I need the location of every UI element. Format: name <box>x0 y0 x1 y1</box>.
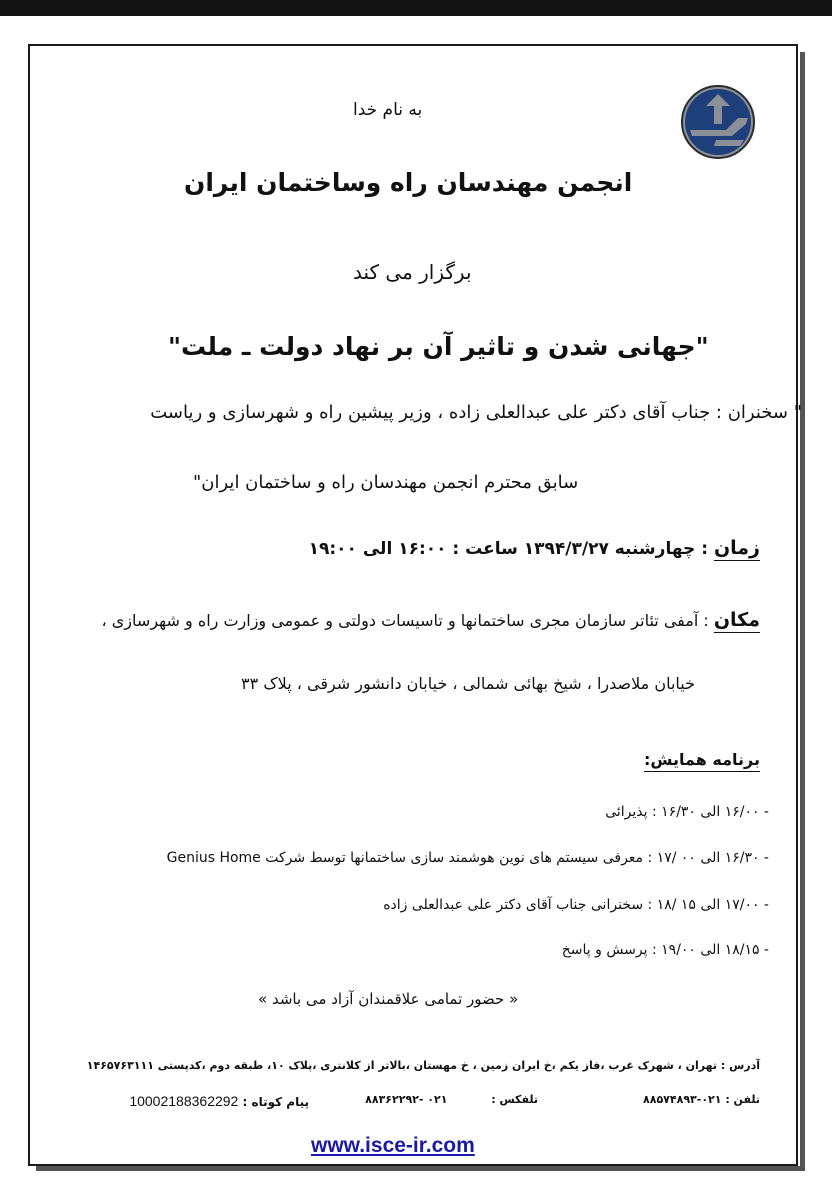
speaker-line-1: " سخنران : جناب آقای دکتر علی عبدالعلی زاده ، وزیر پیشین راه و شهرسازی و ریاست <box>150 402 802 423</box>
footer-sms <box>129 1093 309 1109</box>
program-item: - ۱۷/۰۰ الی ۱۵ /۱۸ : سخنرانی جناب آقای دکتر علی عبدالعلی زاده <box>383 897 769 913</box>
time-label: زمان <box>713 537 760 559</box>
program-item: - ۱۸/۱۵ الی ۱۹/۰۰ : پرسش و پاسخ <box>561 942 769 958</box>
phone-value: ۰۲۱-۸۸۵۷۴۸۹۳ <box>643 1093 722 1106</box>
place-line-2: خیابان ملاصدرا ، شیخ بهائی شمالی ، خیابان دانشور شرقی ، پلاک ۳۳ <box>241 674 695 693</box>
top-bar <box>0 0 832 16</box>
frame-shadow-right <box>800 52 805 1170</box>
footer-phone <box>643 1093 760 1106</box>
place-line-1: : آمفی تئاتر سازمان مجری ساختمانها و تاسیسات دولتی و عمومی وزارت راه و شهرسازی ، <box>101 611 709 630</box>
program-item: - ۱۶/۰۰ الی ۱۶/۳۰ : پذیرائی <box>605 804 769 820</box>
speaker-line-2: سابق محترم انجمن مهندسان راه و ساختمان ایران" <box>193 472 579 493</box>
fax-value: ۰۲۱ -۸۸۳۶۲۲۹۲ <box>365 1093 448 1106</box>
phone-label: تلفن : <box>725 1093 760 1106</box>
holds-text: برگزار می کند <box>353 260 472 284</box>
fax-label: تلفکس : <box>491 1093 538 1106</box>
program-item: - ۱۶/۳۰ الی ۰۰ /۱۷ : معرفی سیستم های نوین هوشمند سازی ساختمانها توسط شرکت Genius Home <box>166 850 769 866</box>
footer-address: آدرس : تهران ، شهرک غرب ،فاز یکم ،خ ایران زمین ، خ مهستان ،بالاتر از کلانتری ،پلاک ۱۰، طبقه دوم ،کدپستی ۱۴۶۵۷۶۳۱۱۱ <box>86 1059 760 1072</box>
footer-fax <box>365 1093 538 1106</box>
sms-label: پیام کوتاه : <box>242 1095 309 1109</box>
organization-name: انجمن مهندسان راه وساختمان ایران <box>184 168 633 197</box>
place-label: مکان <box>713 609 760 631</box>
frame-shadow-bottom <box>36 1166 805 1171</box>
time-text: : چهارشنبه ۱۳۹۴/۳/۲۷ ساعت : ۱۶:۰۰ الی ۱۹:۰۰ <box>308 539 709 559</box>
place-row <box>102 609 760 631</box>
bismillah: به نام خدا <box>353 100 423 120</box>
sms-value: 10002188362292 <box>129 1093 239 1109</box>
event-title: "جهانی شدن و تاثیر آن بر نهاد دولت ـ ملت" <box>168 332 709 361</box>
website-link[interactable]: www.isce-ir.com <box>311 1134 475 1157</box>
program-heading: برنامه همایش: <box>643 750 760 769</box>
isce-logo-icon <box>680 84 756 160</box>
time-row <box>309 537 760 559</box>
attendance-note: « حضور تمامی علاقمندان آزاد می باشد » <box>258 990 519 1008</box>
